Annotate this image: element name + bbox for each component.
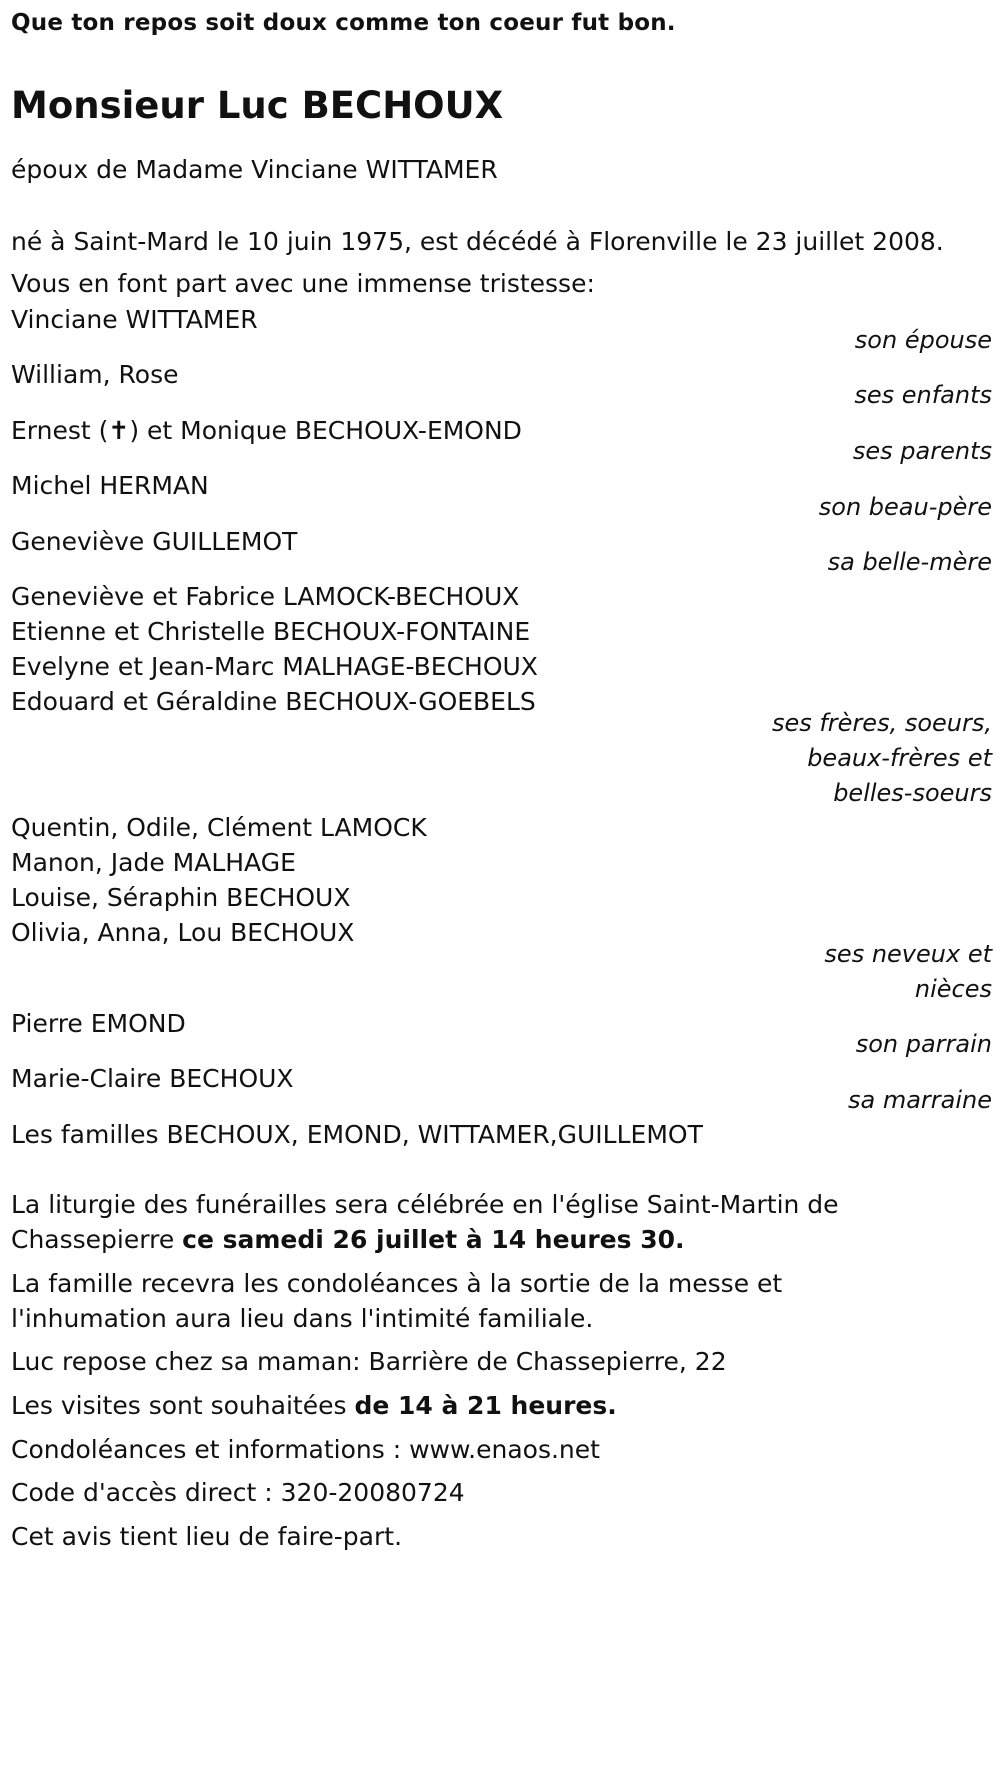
family-name: Pierre EMOND [11,1009,186,1038]
family-name: Evelyne et Jean-Marc MALHAGE-BECHOUX [11,652,538,681]
family-role: sa marraine [847,1086,992,1114]
family-name: Ernest (✝) et Monique BECHOUX-EMOND [11,416,522,445]
family-name: Marie-Claire BECHOUX [11,1064,294,1093]
family-name: Manon, Jade MALHAGE [11,848,296,877]
family-role: belles-soeurs [833,779,992,807]
family-role: sa belle-mère [827,548,992,576]
visits-label: Les visites sont souhaitées [11,1391,355,1420]
condolences-line: l'inhumation aura lieu dans l'intimité familiale. [11,1304,594,1333]
deceased-name: Monsieur Luc BECHOUX [11,84,504,127]
family-name: Michel HERMAN [11,471,209,500]
visits-line [11,1386,617,1426]
family-role: ses neveux et [824,940,992,968]
family-name: Geneviève GUILLEMOT [11,527,298,556]
family-role: son beau-père [818,493,992,521]
family-role: ses parents [852,437,992,465]
info-line: Condoléances et informations : www.enaos.net [11,1435,600,1464]
motto: Que ton repos soit doux comme ton coeur fut bon. [11,10,676,36]
liturgy-datetime: ce samedi 26 juillet à 14 heures 30. [182,1225,685,1254]
family-name: Etienne et Christelle BECHOUX-FONTAINE [11,617,531,646]
spouse-line: époux de Madame Vinciane WITTAMER [11,155,498,184]
birth-death-line: né à Saint-Mard le 10 juin 1975, est décédé à Florenville le 23 juillet 2008. [11,227,944,256]
condolences-line: La famille recevra les condoléances à la sortie de la messe et [11,1269,783,1298]
announcement-line: Vous en font part avec une immense tristesse: [11,269,595,298]
family-role: son épouse [854,326,992,354]
notice-line: Cet avis tient lieu de faire-part. [11,1522,403,1551]
family-role: son parrain [855,1030,992,1058]
access-code-line: Code d'accès direct : 320-20080724 [11,1478,465,1507]
family-role: beaux-frères et [807,744,992,772]
family-name: Olivia, Anna, Lou BECHOUX [11,918,355,947]
family-name: Geneviève et Fabrice LAMOCK-BECHOUX [11,582,520,611]
liturgy-place: Chassepierre [11,1225,183,1254]
family-name: Edouard et Géraldine BECHOUX-GOEBELS [11,687,536,716]
family-role: nièces [914,975,992,1003]
liturgy-line [11,1220,685,1260]
family-name: Quentin, Odile, Clément LAMOCK [11,813,427,842]
family-name: Les familles BECHOUX, EMOND, WITTAMER,GUILLEMOT [11,1120,703,1149]
visits-hours: de 14 à 21 heures. [354,1391,617,1420]
family-role: ses enfants [854,381,992,409]
family-name: William, Rose [11,360,179,389]
rest-place-line: Luc repose chez sa maman: Barrière de Chassepierre, 22 [11,1347,727,1376]
family-role: ses frères, soeurs, [771,709,992,737]
family-name: Vinciane WITTAMER [11,305,258,334]
liturgy-line: La liturgie des funérailles sera célébrée en l'église Saint-Martin de [11,1190,839,1219]
family-name: Louise, Séraphin BECHOUX [11,883,351,912]
